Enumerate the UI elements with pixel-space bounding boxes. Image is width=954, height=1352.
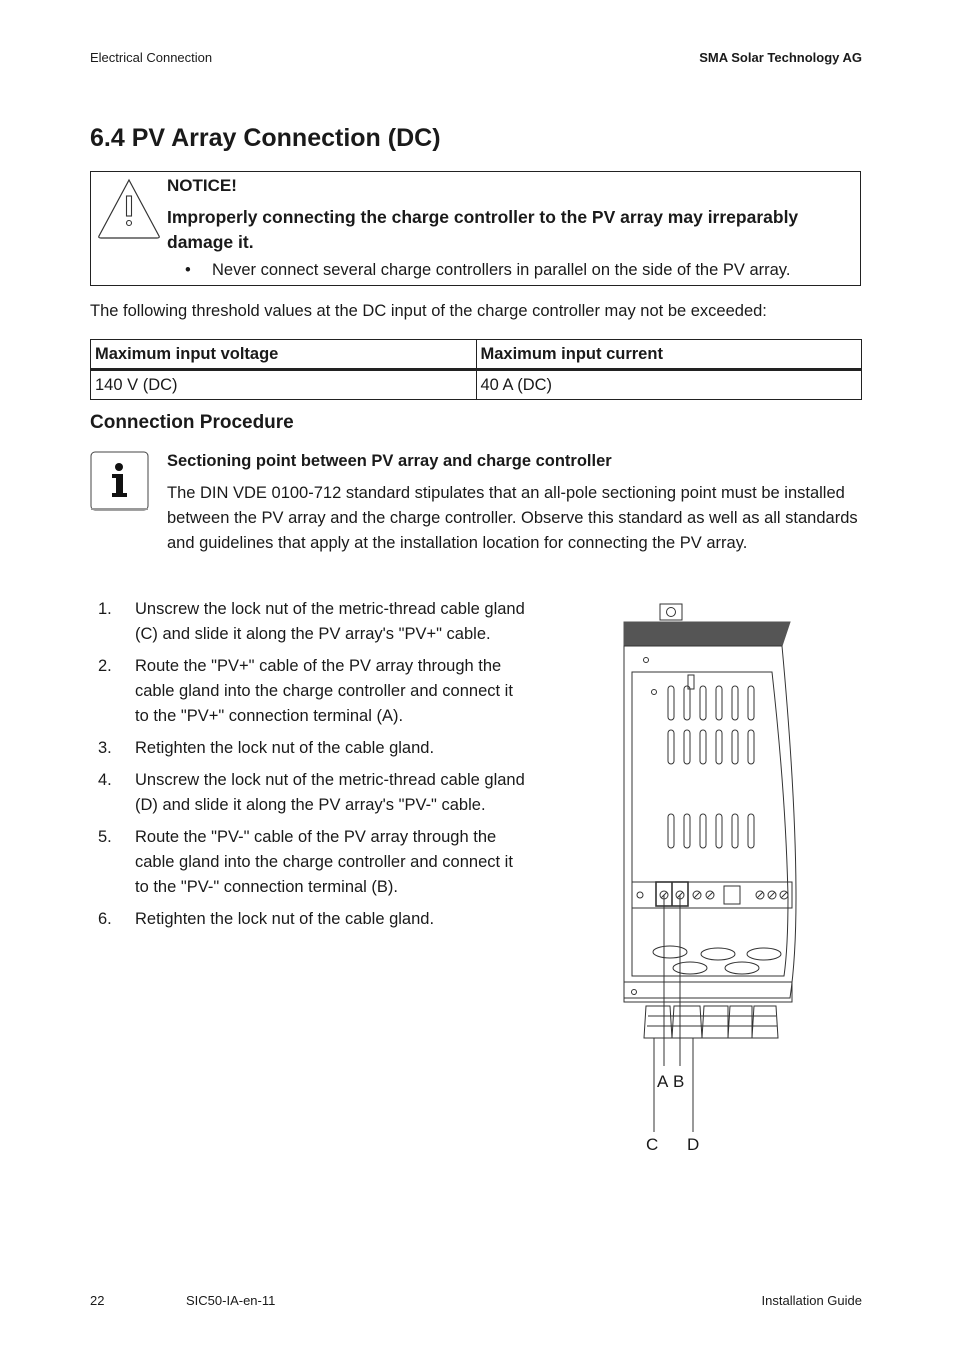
step-number: 5. (98, 828, 112, 846)
footer-page-number: 22 (90, 1293, 105, 1308)
step-number: 2. (98, 657, 112, 675)
table-cell: 40 A (DC) (476, 370, 862, 400)
procedure-heading: Connection Procedure (90, 412, 294, 433)
list-item (90, 597, 530, 647)
list-item (90, 654, 530, 729)
notice-bullet-symbol: • (185, 261, 191, 279)
step-number: 4. (98, 771, 112, 789)
figure-label-c: C (646, 1135, 659, 1154)
section-title: 6.4 PV Array Connection (DC) (90, 124, 441, 152)
info-icon (90, 451, 150, 513)
footer-document-type: Installation Guide (761, 1293, 862, 1308)
step-number: 6. (98, 910, 112, 928)
table-cell: 140 V (DC) (91, 370, 477, 400)
table-row (91, 370, 862, 400)
warning-triangle-icon (96, 176, 162, 240)
table-header-row (91, 340, 862, 370)
intro-paragraph: The following threshold values at the DC input of the charge controller may not be exceeded: (90, 302, 767, 320)
procedure-steps (90, 597, 530, 939)
notice-bullet-text: Never connect several charge controllers in parallel on the side of the PV array. (212, 261, 791, 279)
figure-label-d: D (687, 1135, 700, 1154)
header-company-name: SMA Solar Technology AG (699, 50, 862, 65)
step-number: 3. (98, 739, 112, 757)
list-item (90, 907, 530, 932)
step-text: Unscrew the lock nut of the metric-thread cable gland (D) and slide it along the PV array's "PV-" cable. (135, 771, 525, 814)
figure-label-a: A (657, 1072, 669, 1091)
charge-controller-drawing (600, 598, 820, 1168)
threshold-table (90, 339, 862, 400)
step-text: Route the "PV+" cable of the PV array through the cable gland into the charge controller and connect it to the "PV+" connection terminal (A). (135, 657, 513, 725)
table-header-cell: Maximum input voltage (91, 340, 477, 370)
step-text: Unscrew the lock nut of the metric-thread cable gland (C) and slide it along the PV array's "PV+" cable. (135, 600, 525, 643)
figure-label-b: B (673, 1072, 685, 1091)
list-item (90, 736, 530, 761)
step-text: Retighten the lock nut of the cable gland. (135, 739, 435, 757)
info-headline: Sectioning point between PV array and charge controller (167, 452, 612, 470)
step-text: Retighten the lock nut of the cable gland. (135, 910, 435, 928)
info-body: The DIN VDE 0100-712 standard stipulates that an all-pole sectioning point must be installed between the PV array and the charge controller. Observe this standard as well as all standards and guidelines that apply at the installation location for connecting the PV array. (167, 484, 858, 552)
header-section-name: Electrical Connection (90, 50, 213, 65)
notice-label: NOTICE! (167, 176, 237, 195)
notice-box (90, 171, 861, 286)
list-item (90, 825, 530, 900)
step-number: 1. (98, 600, 112, 618)
step-text: Route the "PV-" cable of the PV array through the cable gland into the charge controller and connect it to the "PV-" connection terminal (B). (135, 828, 513, 896)
list-item (90, 768, 530, 818)
notice-headline: Improperly connecting the charge controller to the PV array may irreparably damage it. (167, 207, 799, 252)
charge-controller-figure (600, 598, 820, 1168)
footer-document-id: SIC50-IA-en-11 (186, 1293, 276, 1308)
table-header-cell: Maximum input current (476, 340, 862, 370)
